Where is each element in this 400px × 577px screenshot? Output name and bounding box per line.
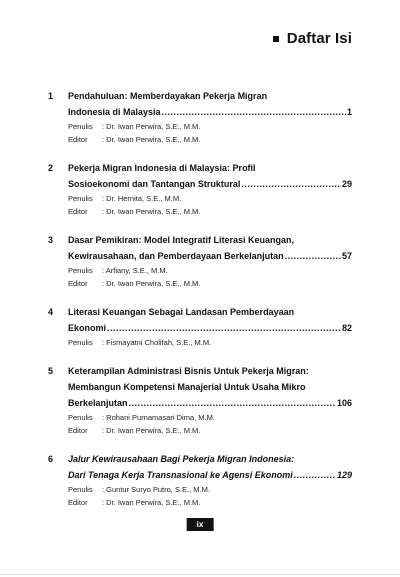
contributor-name: : Guntur Suryo Putro, S.E., M.M. (102, 485, 210, 494)
dot-leader (162, 104, 346, 120)
contributor-row (68, 205, 352, 218)
square-bullet-icon (273, 36, 279, 42)
chapter-page-number: 29 (341, 179, 352, 189)
chapter-title-text: Indonesia di Malaysia (68, 107, 161, 117)
contributor-role: Penulis (68, 266, 93, 275)
toc-header (273, 30, 352, 47)
toc-entry[interactable] (48, 88, 352, 146)
chapter-number: 4 (48, 307, 54, 317)
chapter-title-line: Membangun Kompetensi Manajerial Untuk Usaha Mikro (68, 382, 306, 392)
bottom-divider (0, 574, 400, 575)
contributor-role: Penulis (68, 485, 93, 494)
contributor-name: : Fismayatni Cholifah, S.E., M.M. (102, 338, 212, 347)
chapter-title-line: Literasi Keuangan Sebagai Landasan Pemberdayaan (68, 307, 295, 317)
contributor-row (68, 133, 352, 146)
chapter-title-line (68, 320, 352, 336)
contributor-name: : Arfiany, S.E., M.M. (102, 266, 168, 275)
chapter-title-line: Keterampilan Administrasi Bisnis Untuk Pekerja Migran: (68, 366, 309, 376)
chapter-title-line (68, 467, 352, 483)
page-title: Daftar Isi (286, 30, 352, 47)
toc-entry[interactable] (48, 232, 352, 290)
contributor-name: : Dr. Iwan Perwira, S.E., M.M. (102, 498, 201, 507)
chapter-page-number: 57 (341, 251, 352, 261)
chapter-title-line: Pekerja Migran Indonesia di Malaysia: Profil (68, 163, 256, 173)
contributor-role: Editor (68, 135, 88, 144)
contributor-name: : Dr. Iwan Perwira, S.E., M.M. (102, 207, 201, 216)
dot-leader (294, 467, 336, 483)
dot-leader (129, 395, 336, 411)
contributor-name: : Dr. Iwan Perwira, S.E., M.M. (102, 135, 201, 144)
contributor-row (68, 277, 352, 290)
contributor-name: : Rohani Purnamasari Dima, M.M. (102, 413, 215, 422)
chapter-page-number: 1 (346, 107, 352, 117)
chapter-title-line (68, 104, 352, 120)
chapter-title-line: Dasar Pemikiran: Model Integratif Literasi Keuangan, (68, 235, 295, 245)
contributor-name: : Dr. Hernita, S.E., M.M. (102, 194, 182, 203)
toc-entry[interactable] (48, 160, 352, 218)
contributor-role: Penulis (68, 338, 93, 347)
dot-leader (241, 176, 341, 192)
page-number-badge: ix (187, 518, 214, 531)
contributor-name: : Dr. Iwan Perwira, S.E., M.M. (102, 279, 201, 288)
chapter-title-line (68, 176, 352, 192)
chapter-title-text: Kewirausahaan, dan Pemberdayaan Berkelanjutan (68, 251, 284, 261)
chapter-number: 2 (48, 163, 54, 173)
contributor-name: : Dr. Iwan Perwira, S.E., M.M. (102, 122, 201, 131)
chapter-title-line: Jalur Kewirausahaan Bagi Pekerja Migran Indonesia: (68, 454, 295, 464)
chapter-title-line (68, 395, 352, 411)
chapter-page-number: 106 (336, 398, 352, 408)
chapter-number: 3 (48, 235, 54, 245)
chapter-title-line: Pendahuluan: Memberdayakan Pekerja Migran (68, 91, 268, 101)
contributor-row (68, 264, 352, 277)
chapter-page-number: 129 (336, 470, 352, 480)
chapter-title-line (68, 248, 352, 264)
contributor-row (68, 120, 352, 133)
contributor-name: : Dr. Iwan Perwira, S.E., M.M. (102, 426, 201, 435)
contributor-row (68, 424, 352, 437)
toc-entry[interactable] (48, 451, 352, 509)
toc-entry[interactable] (48, 304, 352, 349)
contributor-role: Editor (68, 207, 88, 216)
contributor-role: Editor (68, 426, 88, 435)
chapter-number: 1 (48, 91, 54, 101)
contributor-role: Penulis (68, 194, 93, 203)
chapter-title-text: Berkelanjutan (68, 398, 128, 408)
contributor-row (68, 336, 352, 349)
dot-leader (107, 320, 341, 336)
contributor-row (68, 411, 352, 424)
contributor-role: Editor (68, 279, 88, 288)
toc-entry[interactable] (48, 363, 352, 437)
contributor-role: Penulis (68, 122, 93, 131)
chapter-number: 6 (48, 454, 54, 464)
contributor-row (68, 496, 352, 509)
table-of-contents (48, 88, 352, 523)
contributor-role: Editor (68, 498, 88, 507)
chapter-title-text: Sosioekonomi dan Tantangan Struktural (68, 179, 241, 189)
contributor-row (68, 483, 352, 496)
contributor-role: Penulis (68, 413, 93, 422)
contributor-row (68, 192, 352, 205)
dot-leader (285, 248, 341, 264)
chapter-page-number: 82 (341, 323, 352, 333)
chapter-title-text: Ekonomi (68, 323, 107, 333)
chapter-title-text: Dari Tenaga Kerja Transnasional ke Agensi Ekonomi (68, 470, 293, 480)
chapter-number: 5 (48, 366, 54, 376)
